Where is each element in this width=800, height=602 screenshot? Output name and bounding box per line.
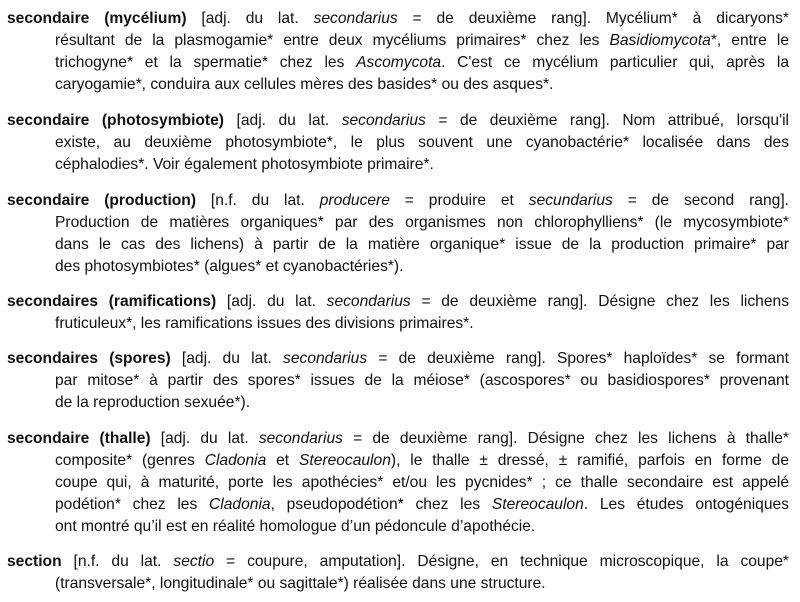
- entry-text: ), le thalle ± dressé, ± ramifié, parfois en forme de: [390, 452, 789, 469]
- latin-term: Cladonia: [209, 496, 271, 513]
- latin-term: Cladonia: [204, 452, 267, 469]
- entry-continuation-line: [55, 472, 789, 494]
- latin-term: secondarius: [258, 430, 343, 447]
- entry-text: . Les études ontogéniques: [583, 496, 789, 513]
- entry-continuation-line: [55, 212, 789, 234]
- entry-text: = de second rang].: [612, 192, 789, 209]
- entry-text: fruticuleux*, les ramifications issues des divisions primaires*.: [55, 315, 474, 332]
- entry-text: . C'est ce mycélium particulier qui, après la: [441, 54, 789, 71]
- latin-term: Stereocaulon: [298, 452, 391, 469]
- entry-text: des photosymbiotes* (algues* et cyanobactéries*).: [55, 258, 404, 275]
- entry-continuation-line: [55, 516, 789, 538]
- entry-text: trichogyne* et la spermatie* chez les: [55, 54, 357, 71]
- entry-continuation-line: [55, 313, 789, 335]
- entry-first-line: [7, 291, 789, 313]
- entry-text: dans le cas des lichens) à partir de la matière organique* issue de la production primaire* par: [55, 236, 789, 253]
- latin-term: producere: [319, 192, 390, 209]
- entry-text: [adj. du lat.: [186, 10, 314, 27]
- entry-term: secondaire (mycélium): [7, 10, 187, 27]
- latin-term: secondarius: [283, 350, 368, 367]
- entry-text: *, entre le: [710, 32, 789, 49]
- entry-term: secondaires (ramifications): [7, 293, 217, 310]
- entry-term: secondaire (photosymbiote): [7, 112, 224, 129]
- entry-text: ont montré qu’il est en réalité homologue d’un pédoncule d’apothécie.: [55, 518, 536, 535]
- entry-first-line: [7, 190, 789, 212]
- entry-text: de la reproduction sexuée*).: [55, 394, 251, 411]
- entry-first-line: [7, 8, 789, 30]
- entry-first-line: [7, 348, 789, 370]
- entry-continuation-line: [55, 52, 789, 74]
- latin-term: secundarius: [528, 192, 613, 209]
- entry-text: existe, au deuxième photosymbiote*, le plus souvent une cyanobactérie* localisée dans des: [55, 134, 789, 151]
- entry-continuation-line: [55, 370, 789, 392]
- entry-continuation-line: [55, 256, 789, 278]
- entry-text: coupe qui, à maturité, porte les apothécies* et/ou les pycnides* ; ce thalle secondaire est appelé: [55, 474, 789, 491]
- entry-continuation-line: [55, 234, 789, 256]
- entry-continuation-line: [55, 30, 789, 52]
- latin-term: secondarius: [341, 112, 426, 129]
- entry-term: section: [7, 553, 62, 570]
- entry-text: = de deuxième rang]. Mycélium* à dicaryons*: [397, 10, 789, 27]
- latin-term: Ascomycota: [356, 54, 442, 71]
- entry-text: [adj. du lat.: [216, 293, 327, 310]
- entry-continuation-line: [55, 132, 789, 154]
- entry-first-line: [7, 551, 789, 573]
- entry-text: [n.f. du lat.: [196, 192, 320, 209]
- entry-text: = de deuxième rang]. Désigne chez les lichens: [410, 293, 789, 310]
- entry-text: [adj. du lat.: [224, 112, 342, 129]
- entry-text: , pseudopodétion* chez les: [270, 496, 492, 513]
- entry-text: [n.f. du lat.: [61, 553, 174, 570]
- latin-term: Stereocaulon: [491, 496, 584, 513]
- entry-text: = coupure, amputation]. Désigne, en technique microscopique, la coupe*: [214, 553, 789, 570]
- entry-text: caryogamie*, conduira aux cellules mères des basides* ou des asques*.: [55, 76, 554, 93]
- entry-term: secondaires (spores): [7, 350, 171, 367]
- entry-text: [adj. du lat.: [150, 430, 259, 447]
- entry-first-line: [7, 110, 789, 132]
- entry-text: = de deuxième rang]. Spores* haploïdes* se formant: [367, 350, 789, 367]
- entry-text: [adj. du lat.: [170, 350, 284, 367]
- latin-term: sectio: [173, 553, 215, 570]
- entry-continuation-line: [55, 573, 789, 595]
- entry-continuation-line: [55, 392, 789, 414]
- entry-term: secondaire (production): [7, 192, 197, 209]
- entry-text: et: [266, 452, 299, 469]
- entry-first-line: [7, 428, 789, 450]
- entry-text: par mitose* à partir des spores* issues de la méiose* (ascospores* ou basidiospores* provenant: [55, 372, 789, 389]
- entry-text: = de deuxième rang]. Désigne chez les lichens à thalle*: [342, 430, 789, 447]
- entry-continuation-line: [55, 154, 789, 176]
- entry-text: céphalodies*. Voir également photosymbiote primaire*.: [55, 156, 434, 173]
- entry-text: (transversale*, longitudinale* ou sagittale*) réalisée dans une structure.: [55, 575, 546, 592]
- latin-term: Basidiomycota: [609, 32, 711, 49]
- entry-text: podétion* chez les: [55, 496, 210, 513]
- entry-text: Production de matières organiques* par des organismes non chlorophylliens* (le mycosymbiote*: [55, 214, 789, 231]
- entry-continuation-line: [55, 494, 789, 516]
- entry-text: résultant de la plasmogamie* entre deux mycéliums primaires* chez les: [55, 32, 610, 49]
- entry-text: = produire et: [389, 192, 529, 209]
- latin-term: secondarius: [326, 293, 411, 310]
- entry-text: = de deuxième rang]. Nom attribué, lorsqu'il: [425, 112, 789, 129]
- entry-term: secondaire (thalle): [7, 430, 151, 447]
- latin-term: secondarius: [313, 10, 398, 27]
- entry-text: composite* (genres: [55, 452, 205, 469]
- entry-continuation-line: [55, 74, 789, 96]
- entry-continuation-line: [55, 450, 789, 472]
